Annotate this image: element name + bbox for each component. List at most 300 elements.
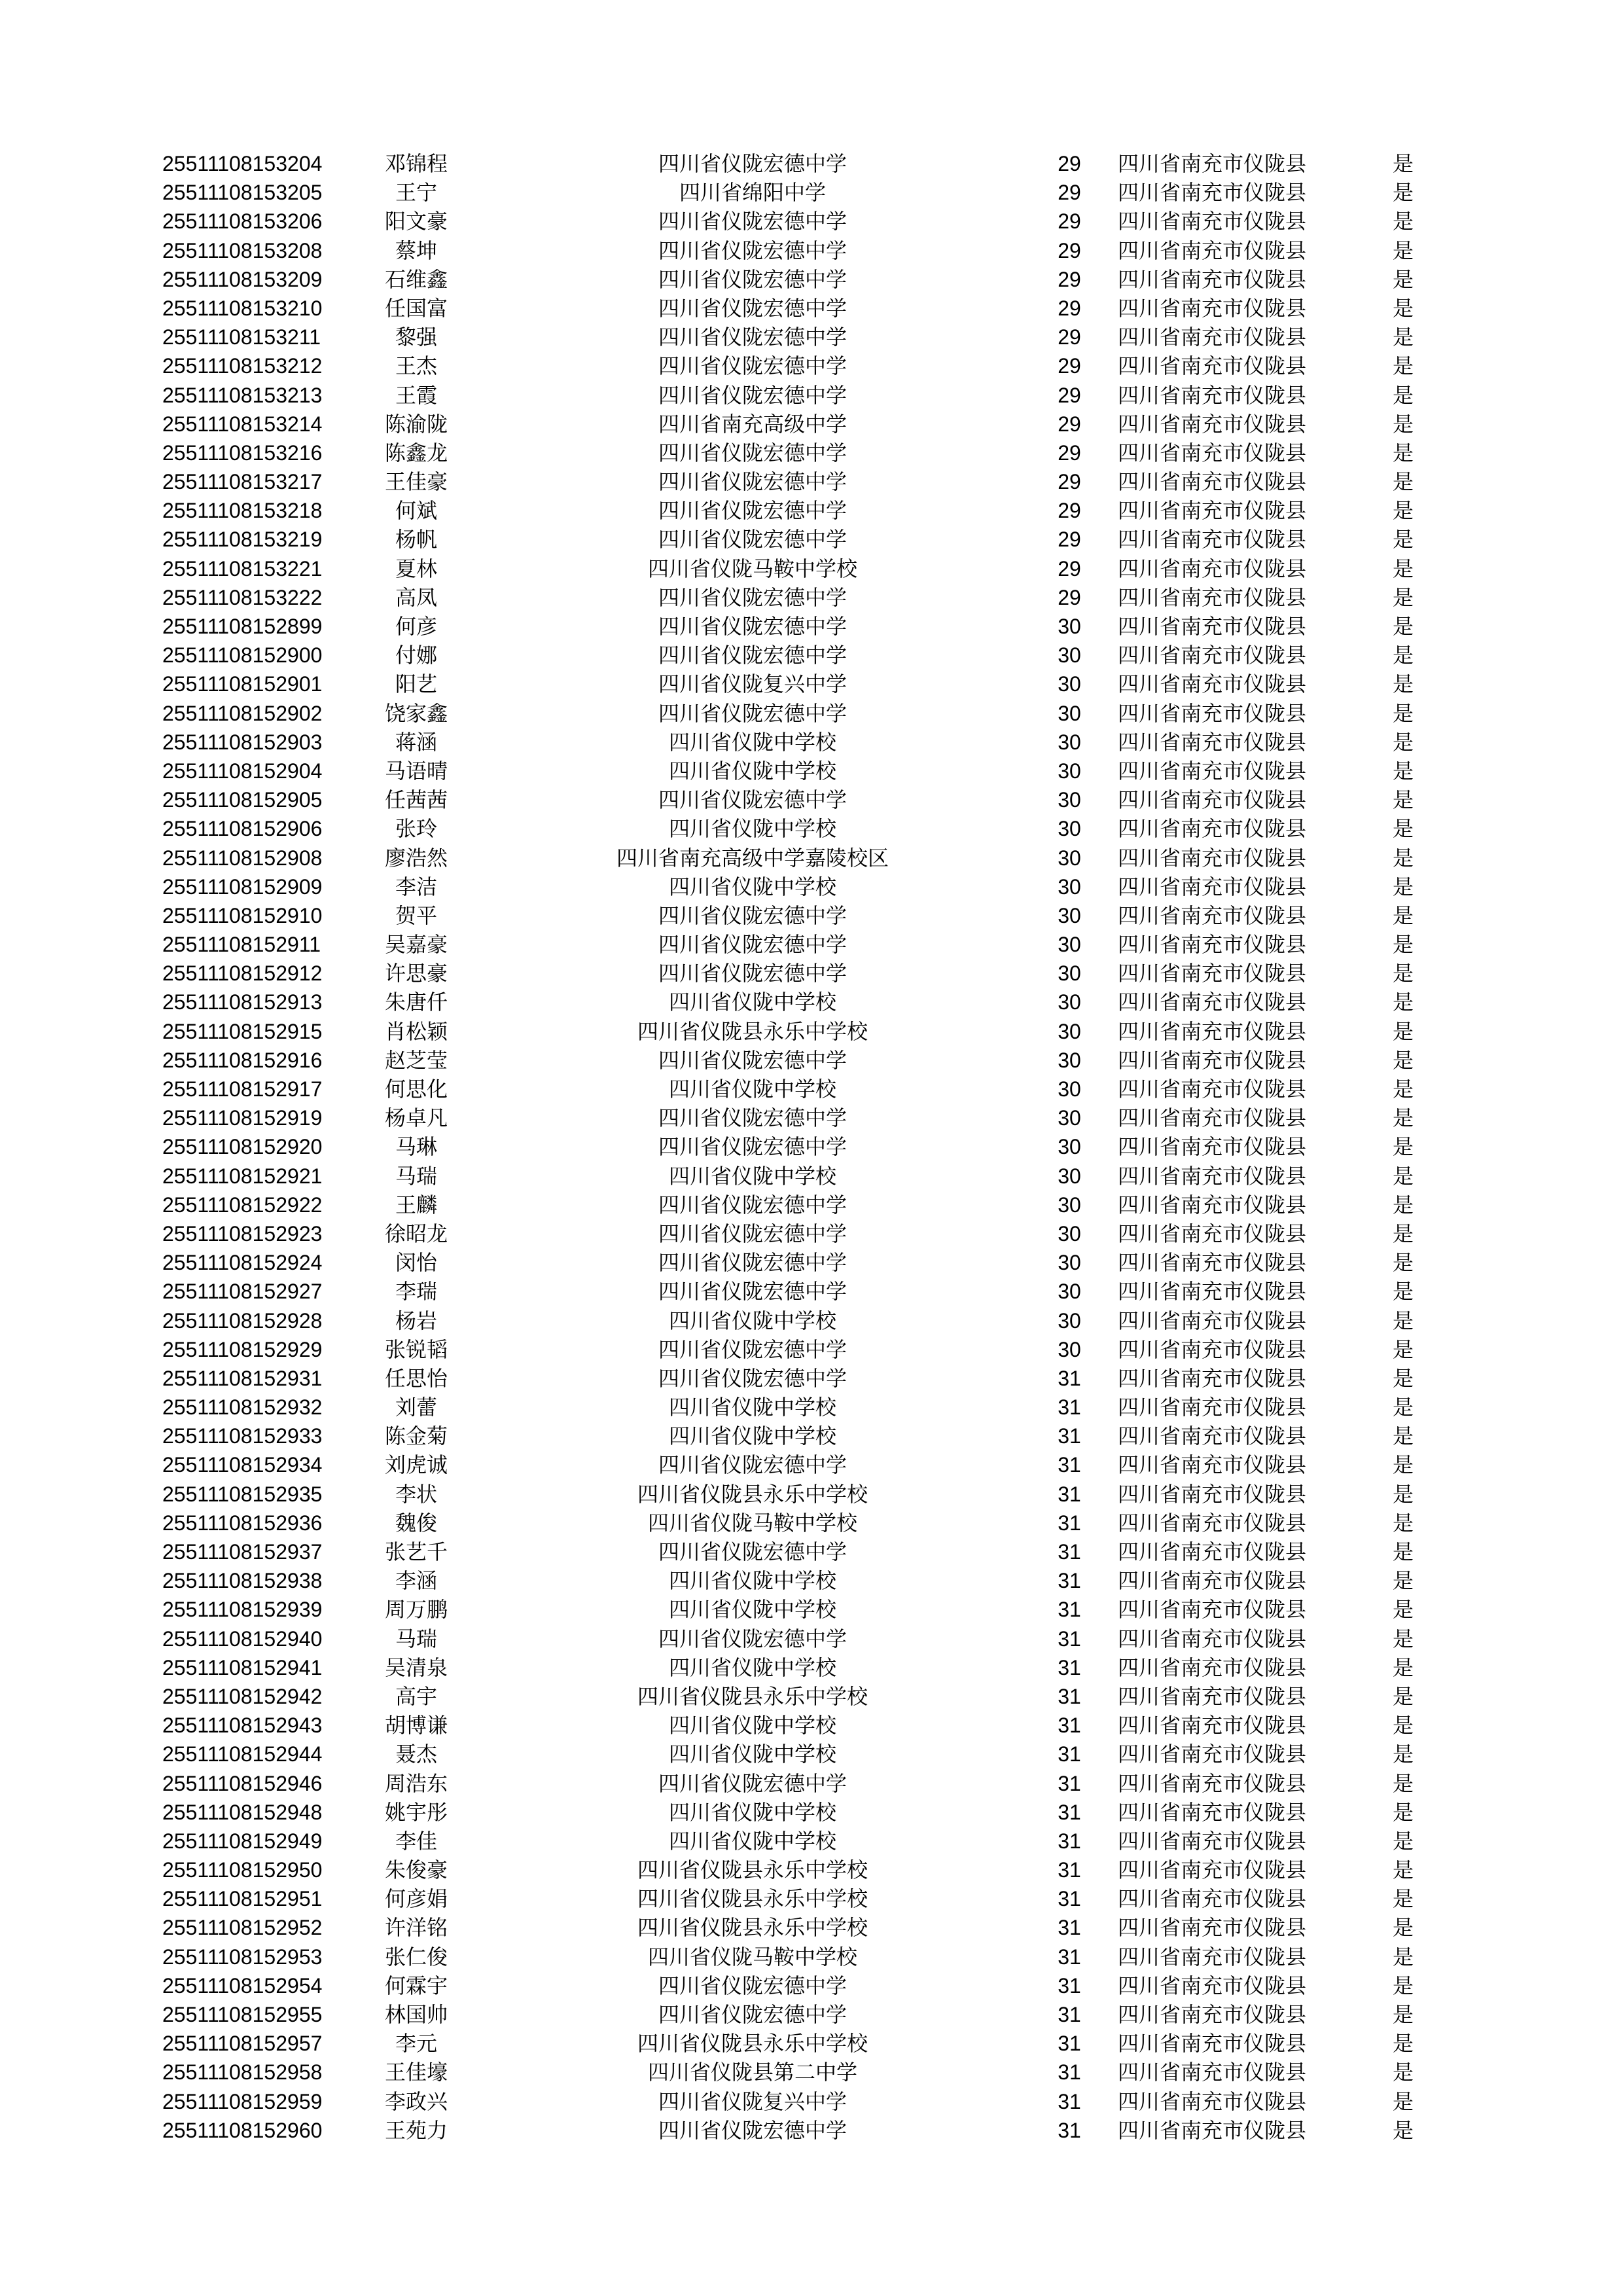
score-value: 29 bbox=[1058, 296, 1081, 320]
school-name: 四川省仪陇中学校 bbox=[668, 874, 836, 899]
table-row bbox=[0, 1624, 1623, 1653]
region-name: 四川省南充市仪陇县 bbox=[1118, 1713, 1307, 1738]
student-name: 石维鑫 bbox=[384, 266, 448, 292]
table-row bbox=[0, 901, 1623, 930]
region-name: 四川省南充市仪陇县 bbox=[1118, 1973, 1307, 1998]
candidate-id: 25511108152940 bbox=[162, 1626, 323, 1651]
student-name: 夏林 bbox=[395, 556, 437, 581]
table-row bbox=[0, 496, 1623, 525]
student-name: 吴嘉豪 bbox=[384, 932, 448, 958]
student-name: 王苑力 bbox=[384, 2117, 448, 2143]
school-name: 四川省仪陇宏德中学 bbox=[658, 903, 847, 928]
status-flag: 是 bbox=[1393, 961, 1414, 986]
status-flag: 是 bbox=[1393, 787, 1414, 813]
school-name: 四川省仪陇宏德中学 bbox=[658, 498, 847, 524]
student-name: 马瑞 bbox=[395, 1163, 437, 1189]
candidate-id: 25511108152910 bbox=[162, 903, 323, 927]
region-name: 四川省南充市仪陇县 bbox=[1118, 787, 1307, 813]
student-name: 高宇 bbox=[395, 1683, 437, 1709]
candidate-id: 25511108152929 bbox=[162, 1337, 323, 1361]
region-name: 四川省南充市仪陇县 bbox=[1118, 990, 1307, 1015]
status-flag: 是 bbox=[1393, 1018, 1414, 1044]
table-row bbox=[0, 1798, 1623, 1827]
status-flag: 是 bbox=[1393, 672, 1414, 697]
candidate-id: 25511108152913 bbox=[162, 990, 323, 1014]
candidate-id: 25511108152948 bbox=[162, 1800, 323, 1824]
candidate-id: 25511108153222 bbox=[162, 585, 323, 609]
score-value: 31 bbox=[1058, 1540, 1081, 1564]
candidate-id: 25511108152951 bbox=[162, 1887, 323, 1911]
student-name: 李元 bbox=[395, 2031, 437, 2056]
table-row bbox=[0, 207, 1623, 236]
student-name: 黎强 bbox=[395, 325, 437, 350]
candidate-id: 25511108153204 bbox=[162, 152, 323, 175]
candidate-id: 25511108152950 bbox=[162, 1858, 323, 1882]
region-name: 四川省南充市仪陇县 bbox=[1118, 1250, 1307, 1276]
region-name: 四川省南充市仪陇县 bbox=[1118, 1192, 1307, 1217]
school-name: 四川省南充高级中学 bbox=[658, 411, 847, 437]
table-row bbox=[0, 1566, 1623, 1595]
candidate-id: 25511108152920 bbox=[162, 1135, 323, 1159]
score-value: 29 bbox=[1058, 383, 1081, 407]
school-name: 四川省仪陇宏德中学 bbox=[658, 614, 847, 639]
status-flag: 是 bbox=[1393, 1944, 1414, 1969]
score-value: 30 bbox=[1058, 817, 1081, 841]
school-name: 四川省仪陇宏德中学 bbox=[658, 1539, 847, 1564]
status-flag: 是 bbox=[1393, 1279, 1414, 1304]
region-name: 四川省南充市仪陇县 bbox=[1118, 1626, 1307, 1651]
candidate-id: 25511108152941 bbox=[162, 1655, 323, 1679]
school-name: 四川省仪陇中学校 bbox=[668, 1395, 836, 1420]
candidate-id: 25511108152937 bbox=[162, 1540, 323, 1564]
student-name: 阳艺 bbox=[395, 672, 437, 697]
region-name: 四川省南充市仪陇县 bbox=[1118, 1134, 1307, 1160]
student-name: 肖松颖 bbox=[384, 1018, 448, 1044]
table-row bbox=[0, 1103, 1623, 1132]
table-row bbox=[0, 1306, 1623, 1335]
school-name: 四川省仪陇宏德中学 bbox=[658, 1365, 847, 1391]
candidate-id: 25511108153211 bbox=[162, 325, 321, 350]
region-name: 四川省南充市仪陇县 bbox=[1118, 1308, 1307, 1333]
school-name: 四川省仪陇宏德中学 bbox=[658, 961, 847, 986]
table-row bbox=[0, 1364, 1623, 1393]
status-flag: 是 bbox=[1393, 1597, 1414, 1623]
score-value: 30 bbox=[1058, 1164, 1081, 1188]
table-row bbox=[0, 2029, 1623, 2058]
candidate-id: 25511108152931 bbox=[162, 1366, 323, 1390]
table-row bbox=[0, 1219, 1623, 1248]
score-value: 31 bbox=[1058, 1800, 1081, 1824]
region-name: 四川省南充市仪陇县 bbox=[1118, 2060, 1307, 2085]
region-name: 四川省南充市仪陇县 bbox=[1118, 1742, 1307, 1767]
school-name: 四川省仪陇中学校 bbox=[668, 1568, 836, 1594]
score-value: 31 bbox=[1058, 1366, 1081, 1390]
candidate-id: 25511108152902 bbox=[162, 701, 323, 725]
score-value: 29 bbox=[1058, 499, 1081, 523]
student-name: 贺平 bbox=[395, 903, 437, 928]
candidate-id: 25511108153216 bbox=[162, 440, 323, 465]
table-row bbox=[0, 2116, 1623, 2145]
school-name: 四川省仪陇马鞍中学校 bbox=[647, 556, 857, 581]
table-row bbox=[0, 236, 1623, 265]
school-name: 四川省仪陇县永乐中学校 bbox=[637, 2031, 868, 2056]
score-value: 31 bbox=[1058, 1569, 1081, 1593]
region-name: 四川省南充市仪陇县 bbox=[1118, 1221, 1307, 1246]
student-name: 陈渝陇 bbox=[384, 411, 448, 437]
table-row bbox=[0, 1711, 1623, 1740]
region-name: 四川省南充市仪陇县 bbox=[1118, 845, 1307, 870]
school-name: 四川省仪陇中学校 bbox=[668, 1308, 836, 1333]
table-row bbox=[0, 351, 1623, 380]
student-name: 何斌 bbox=[395, 498, 437, 524]
candidate-id: 25511108152957 bbox=[162, 2032, 323, 2056]
region-name: 四川省南充市仪陇县 bbox=[1118, 180, 1307, 206]
score-value: 30 bbox=[1058, 961, 1081, 986]
score-value: 30 bbox=[1058, 933, 1081, 957]
table-row bbox=[0, 872, 1623, 901]
candidate-id: 25511108152952 bbox=[162, 1916, 323, 1940]
candidate-id: 25511108152919 bbox=[162, 1106, 323, 1130]
status-flag: 是 bbox=[1393, 1973, 1414, 1998]
candidate-id: 25511108153205 bbox=[162, 181, 323, 205]
school-name: 四川省仪陇宏德中学 bbox=[658, 151, 847, 176]
student-name: 王佳豪 bbox=[384, 469, 448, 495]
table-row bbox=[0, 525, 1623, 554]
table-row bbox=[0, 1913, 1623, 1942]
status-flag: 是 bbox=[1393, 1134, 1414, 1160]
score-value: 30 bbox=[1058, 1308, 1081, 1333]
score-value: 31 bbox=[1058, 2060, 1081, 2085]
score-value: 31 bbox=[1058, 1655, 1081, 1679]
candidate-id: 25511108153219 bbox=[162, 528, 323, 552]
candidate-id: 25511108152933 bbox=[162, 1424, 323, 1448]
region-name: 四川省南充市仪陇县 bbox=[1118, 1510, 1307, 1535]
student-name: 魏俊 bbox=[395, 1510, 437, 1535]
region-name: 四川省南充市仪陇县 bbox=[1118, 758, 1307, 783]
candidate-id: 25511108152904 bbox=[162, 759, 323, 783]
student-name: 何思化 bbox=[384, 1077, 448, 1102]
status-flag: 是 bbox=[1393, 1163, 1414, 1189]
score-value: 31 bbox=[1058, 1887, 1081, 1911]
school-name: 四川省仪陇宏德中学 bbox=[658, 1134, 847, 1160]
student-name: 李洁 bbox=[395, 874, 437, 899]
status-flag: 是 bbox=[1393, 1452, 1414, 1478]
school-name: 四川省仪陇中学校 bbox=[668, 729, 836, 755]
status-flag: 是 bbox=[1393, 1221, 1414, 1246]
region-name: 四川省南充市仪陇县 bbox=[1118, 1857, 1307, 1883]
status-flag: 是 bbox=[1393, 614, 1414, 639]
student-name: 高凤 bbox=[395, 584, 437, 610]
score-value: 29 bbox=[1058, 556, 1081, 581]
region-name: 四川省南充市仪陇县 bbox=[1118, 614, 1307, 639]
candidate-id: 25511108152953 bbox=[162, 1945, 323, 1969]
score-value: 31 bbox=[1058, 1511, 1081, 1535]
region-name: 四川省南充市仪陇县 bbox=[1118, 816, 1307, 842]
score-value: 29 bbox=[1058, 181, 1081, 205]
status-flag: 是 bbox=[1393, 1365, 1414, 1391]
school-name: 四川省仪陇县永乐中学校 bbox=[637, 1886, 868, 1912]
student-name: 杨帆 bbox=[395, 527, 437, 552]
status-flag: 是 bbox=[1393, 2117, 1414, 2143]
status-flag: 是 bbox=[1393, 1915, 1414, 1941]
table-row bbox=[0, 381, 1623, 410]
score-value: 29 bbox=[1058, 238, 1081, 262]
status-flag: 是 bbox=[1393, 1077, 1414, 1102]
region-name: 四川省南充市仪陇县 bbox=[1118, 1568, 1307, 1594]
status-flag: 是 bbox=[1393, 1539, 1414, 1564]
candidate-id: 25511108152921 bbox=[162, 1164, 323, 1188]
table-row bbox=[0, 1509, 1623, 1537]
candidate-id: 25511108152954 bbox=[162, 1973, 323, 1998]
score-value: 30 bbox=[1058, 788, 1081, 812]
candidate-id: 25511108153209 bbox=[162, 267, 323, 291]
student-name: 王佳壕 bbox=[384, 2060, 448, 2085]
table-row bbox=[0, 149, 1623, 178]
score-value: 30 bbox=[1058, 759, 1081, 783]
status-flag: 是 bbox=[1393, 1655, 1414, 1680]
school-name: 四川省仪陇宏德中学 bbox=[658, 527, 847, 552]
table-row bbox=[0, 785, 1623, 814]
region-name: 四川省南充市仪陇县 bbox=[1118, 1886, 1307, 1912]
candidate-id: 25511108152915 bbox=[162, 1019, 323, 1043]
status-flag: 是 bbox=[1393, 1742, 1414, 1767]
status-flag: 是 bbox=[1393, 2002, 1414, 2027]
school-name: 四川省仪陇县永乐中学校 bbox=[637, 1915, 868, 1941]
school-name: 四川省仪陇县永乐中学校 bbox=[637, 1481, 868, 1507]
region-name: 四川省南充市仪陇县 bbox=[1118, 1279, 1307, 1304]
score-value: 30 bbox=[1058, 1019, 1081, 1043]
school-name: 四川省绵阳中学 bbox=[679, 180, 826, 206]
status-flag: 是 bbox=[1393, 411, 1414, 437]
table-row bbox=[0, 2058, 1623, 2087]
school-name: 四川省南充高级中学嘉陵校区 bbox=[616, 845, 889, 870]
score-value: 30 bbox=[1058, 903, 1081, 927]
table-row bbox=[0, 1450, 1623, 1479]
school-name: 四川省仪陇中学校 bbox=[668, 1163, 836, 1189]
school-name: 四川省仪陇中学校 bbox=[668, 1424, 836, 1449]
status-flag: 是 bbox=[1393, 2031, 1414, 2056]
table-row bbox=[0, 1943, 1623, 1971]
score-value: 30 bbox=[1058, 701, 1081, 725]
score-value: 31 bbox=[1058, 1684, 1081, 1708]
school-name: 四川省仪陇宏德中学 bbox=[658, 1973, 847, 1998]
region-name: 四川省南充市仪陇县 bbox=[1118, 353, 1307, 379]
table-row bbox=[0, 1971, 1623, 2000]
region-name: 四川省南充市仪陇县 bbox=[1118, 2002, 1307, 2027]
school-name: 四川省仪陇宏德中学 bbox=[658, 209, 847, 234]
status-flag: 是 bbox=[1393, 2060, 1414, 2085]
score-value: 30 bbox=[1058, 643, 1081, 668]
table-row bbox=[0, 1480, 1623, 1509]
status-flag: 是 bbox=[1393, 1770, 1414, 1796]
status-flag: 是 bbox=[1393, 440, 1414, 465]
candidate-id: 25511108152959 bbox=[162, 2089, 323, 2113]
student-name: 周浩东 bbox=[384, 1770, 448, 1796]
student-name: 任国富 bbox=[384, 295, 448, 321]
score-value: 29 bbox=[1058, 440, 1081, 465]
candidate-id: 25511108153218 bbox=[162, 499, 323, 523]
candidate-id: 25511108152922 bbox=[162, 1193, 323, 1217]
student-name: 饶家鑫 bbox=[384, 700, 448, 726]
table-row bbox=[0, 1075, 1623, 1103]
candidate-id: 25511108152916 bbox=[162, 1048, 323, 1072]
status-flag: 是 bbox=[1393, 382, 1414, 408]
status-flag: 是 bbox=[1393, 1799, 1414, 1825]
score-value: 31 bbox=[1058, 1829, 1081, 1853]
student-name: 张玲 bbox=[395, 816, 437, 842]
student-name: 赵芝莹 bbox=[384, 1047, 448, 1073]
candidate-id: 25511108152912 bbox=[162, 961, 323, 986]
school-name: 四川省仪陇宏德中学 bbox=[658, 2002, 847, 2027]
table-row bbox=[0, 988, 1623, 1016]
school-name: 四川省仪陇宏德中学 bbox=[658, 2117, 847, 2143]
candidate-id: 25511108153210 bbox=[162, 296, 323, 320]
table-row bbox=[0, 1132, 1623, 1161]
student-name: 廖浩然 bbox=[384, 845, 448, 870]
student-name: 周万鹏 bbox=[384, 1597, 448, 1623]
status-flag: 是 bbox=[1393, 1683, 1414, 1709]
status-flag: 是 bbox=[1393, 1857, 1414, 1883]
region-name: 四川省南充市仪陇县 bbox=[1118, 1944, 1307, 1969]
region-name: 四川省南充市仪陇县 bbox=[1118, 1683, 1307, 1709]
student-name: 许洋铭 bbox=[384, 1915, 448, 1941]
region-name: 四川省南充市仪陇县 bbox=[1118, 1770, 1307, 1796]
student-name: 马瑞 bbox=[395, 1626, 437, 1651]
region-name: 四川省南充市仪陇县 bbox=[1118, 1365, 1307, 1391]
region-name: 四川省南充市仪陇县 bbox=[1118, 1452, 1307, 1478]
student-name: 张锐韬 bbox=[384, 1336, 448, 1362]
status-flag: 是 bbox=[1393, 932, 1414, 958]
table-row bbox=[0, 814, 1623, 843]
candidate-id: 25511108152942 bbox=[162, 1684, 323, 1708]
region-name: 四川省南充市仪陇县 bbox=[1118, 643, 1307, 668]
school-name: 四川省仪陇宏德中学 bbox=[658, 353, 847, 379]
candidate-id: 25511108152917 bbox=[162, 1077, 323, 1101]
student-name: 王霞 bbox=[395, 382, 437, 408]
status-flag: 是 bbox=[1393, 527, 1414, 552]
region-name: 四川省南充市仪陇县 bbox=[1118, 1539, 1307, 1564]
student-name: 闵怡 bbox=[395, 1250, 437, 1276]
school-name: 四川省仪陇宏德中学 bbox=[658, 1221, 847, 1246]
school-name: 四川省仪陇宏德中学 bbox=[658, 382, 847, 408]
table-row bbox=[0, 467, 1623, 496]
score-value: 29 bbox=[1058, 209, 1081, 234]
score-value: 30 bbox=[1058, 1251, 1081, 1275]
candidate-id: 25511108152927 bbox=[162, 1280, 323, 1304]
region-name: 四川省南充市仪陇县 bbox=[1118, 1163, 1307, 1189]
school-name: 四川省仪陇县永乐中学校 bbox=[637, 1683, 868, 1709]
candidate-id: 25511108152905 bbox=[162, 788, 323, 812]
region-name: 四川省南充市仪陇县 bbox=[1118, 1395, 1307, 1420]
status-flag: 是 bbox=[1393, 209, 1414, 234]
table-row bbox=[0, 294, 1623, 323]
school-name: 四川省仪陇马鞍中学校 bbox=[647, 1510, 857, 1535]
status-flag: 是 bbox=[1393, 469, 1414, 495]
candidate-id: 25511108152955 bbox=[162, 2003, 323, 2026]
score-value: 31 bbox=[1058, 2089, 1081, 2113]
score-value: 30 bbox=[1058, 672, 1081, 696]
candidate-id: 25511108152900 bbox=[162, 643, 323, 668]
student-name: 胡博谦 bbox=[384, 1713, 448, 1738]
region-name: 四川省南充市仪陇县 bbox=[1118, 584, 1307, 610]
region-name: 四川省南充市仪陇县 bbox=[1118, 1915, 1307, 1941]
school-name: 四川省仪陇中学校 bbox=[668, 1655, 836, 1680]
status-flag: 是 bbox=[1393, 1395, 1414, 1420]
candidate-id: 25511108152899 bbox=[162, 615, 323, 638]
status-flag: 是 bbox=[1393, 180, 1414, 206]
region-name: 四川省南充市仪陇县 bbox=[1118, 961, 1307, 986]
student-name: 姚宇彤 bbox=[384, 1799, 448, 1825]
student-name: 徐昭龙 bbox=[384, 1221, 448, 1246]
school-name: 四川省仪陇宏德中学 bbox=[658, 1192, 847, 1217]
region-name: 四川省南充市仪陇县 bbox=[1118, 1336, 1307, 1362]
table-row bbox=[0, 1046, 1623, 1075]
region-name: 四川省南充市仪陇县 bbox=[1118, 2117, 1307, 2143]
student-name: 邓锦程 bbox=[384, 151, 448, 176]
school-name: 四川省仪陇宏德中学 bbox=[658, 238, 847, 263]
status-flag: 是 bbox=[1393, 353, 1414, 379]
table-row bbox=[0, 1682, 1623, 1711]
region-name: 四川省南充市仪陇县 bbox=[1118, 325, 1307, 350]
school-name: 四川省仪陇中学校 bbox=[668, 1597, 836, 1623]
status-flag: 是 bbox=[1393, 1047, 1414, 1073]
candidate-id: 25511108152911 bbox=[162, 933, 321, 957]
student-name: 蔡坤 bbox=[395, 238, 437, 263]
student-name: 任茜茜 bbox=[384, 787, 448, 813]
student-name: 陈鑫龙 bbox=[384, 440, 448, 465]
candidate-id: 25511108152943 bbox=[162, 1713, 323, 1738]
table-row bbox=[0, 1769, 1623, 1798]
status-flag: 是 bbox=[1393, 1308, 1414, 1333]
region-name: 四川省南充市仪陇县 bbox=[1118, 1481, 1307, 1507]
student-name: 林国帅 bbox=[384, 2002, 448, 2027]
score-value: 30 bbox=[1058, 1193, 1081, 1217]
region-name: 四川省南充市仪陇县 bbox=[1118, 295, 1307, 321]
score-value: 31 bbox=[1058, 1973, 1081, 1998]
region-name: 四川省南充市仪陇县 bbox=[1118, 527, 1307, 552]
score-value: 30 bbox=[1058, 1077, 1081, 1101]
school-name: 四川省仪陇宏德中学 bbox=[658, 1336, 847, 1362]
school-name: 四川省仪陇宏德中学 bbox=[658, 295, 847, 321]
candidate-id: 25511108153206 bbox=[162, 209, 323, 234]
score-value: 31 bbox=[1058, 1858, 1081, 1882]
candidate-id: 25511108152908 bbox=[162, 846, 323, 870]
candidate-id: 25511108152944 bbox=[162, 1742, 323, 1767]
table-row bbox=[0, 1248, 1623, 1277]
student-name: 王杰 bbox=[395, 353, 437, 379]
candidate-id: 25511108152906 bbox=[162, 817, 323, 841]
candidate-id: 25511108152903 bbox=[162, 730, 323, 754]
student-name: 朱唐仟 bbox=[384, 990, 448, 1015]
score-value: 30 bbox=[1058, 1048, 1081, 1072]
school-name: 四川省仪陇宏德中学 bbox=[658, 266, 847, 292]
status-flag: 是 bbox=[1393, 1250, 1414, 1276]
table-row bbox=[0, 1827, 1623, 1856]
school-name: 四川省仪陇复兴中学 bbox=[658, 672, 847, 697]
score-value: 31 bbox=[1058, 2032, 1081, 2056]
table-row bbox=[0, 178, 1623, 207]
candidate-id: 25511108152924 bbox=[162, 1251, 323, 1275]
student-name: 王麟 bbox=[395, 1192, 437, 1217]
school-name: 四川省仪陇中学校 bbox=[668, 1828, 836, 1854]
student-name: 何彦娟 bbox=[384, 1886, 448, 1912]
school-name: 四川省仪陇中学校 bbox=[668, 990, 836, 1015]
table-row bbox=[0, 439, 1623, 467]
score-value: 30 bbox=[1058, 1135, 1081, 1159]
school-name: 四川省仪陇宏德中学 bbox=[658, 584, 847, 610]
school-name: 四川省仪陇宏德中学 bbox=[658, 1452, 847, 1478]
candidate-id: 25511108152901 bbox=[162, 672, 323, 696]
